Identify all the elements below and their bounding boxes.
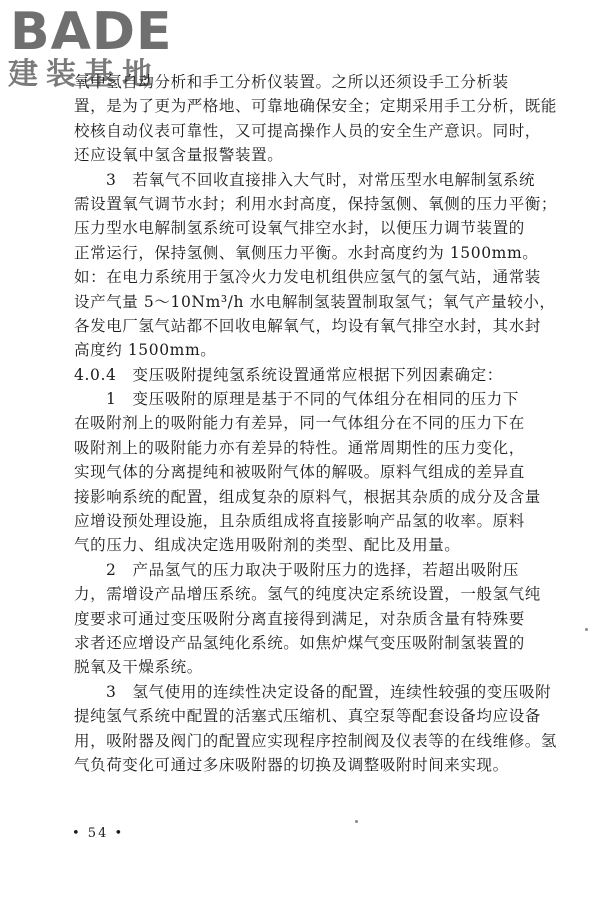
- paragraph: [74, 387, 544, 558]
- text-line: 氧中氢自动分析和手工分析仪装置。之所以还须设手工分析装: [74, 73, 509, 91]
- text-line: 用，吸附器及阀门的配置应实现程序控制阀及仪表等的在线维修。氢: [74, 731, 558, 750]
- text-line: 脱氧及干燥系统。: [74, 658, 203, 677]
- page-number: • 54 •: [72, 826, 125, 841]
- text-line: 2 产品氢气的压力取决于吸附压力的选择，若超出吸附压: [106, 560, 519, 579]
- text-line: 4.0.4 变压吸附提纯氢系统设置通常应根据下列因素确定：: [74, 365, 503, 384]
- text-line: 接影响系统的配置，组成复杂的原料气，根据其杂质的成分及含量: [74, 487, 541, 506]
- text-line: 还应设氧中氢含量报警装置。: [74, 146, 284, 165]
- text-line: 各发电厂氢气站都不回收电解氧气，均设有氧气排空水封，其水封: [74, 316, 541, 335]
- paragraph: [74, 70, 558, 168]
- text-line: 气的压力、组成决定选用吸附剂的类型、配比及用量。: [74, 536, 461, 555]
- watermark-latin: BADE: [10, 2, 173, 62]
- text-line: 需设置氧气调节水封；利用水封高度，保持氢侧、氧侧的压力平衡；: [74, 194, 558, 213]
- text-line: 气负荷变化可通过多床吸附器的切换及调整吸附时间来实现。: [74, 755, 509, 774]
- section-heading: [74, 363, 544, 387]
- text-line: 3 若氧气不回收直接排入大气时，对常压型水电解制氢系统: [106, 170, 536, 189]
- text-line: 实现气体的分离提纯和被吸附气体的解吸。原料气组成的差异直: [74, 463, 525, 482]
- text-line: 在吸附剂上的吸附能力有差异，同一气体组分在不同的压力下在: [74, 414, 525, 433]
- page-body: [74, 70, 558, 777]
- text-line: 压力型水电解制氢系统可设氧气排空水封，以便压力调节装置的: [74, 219, 525, 238]
- text-line: 应增设预处理设施，且杂质组成将直接影响产品氢的收率。原料: [74, 512, 525, 531]
- text-line: 力，需增设产品增压系统。氢气的纯度决定系统设置，一般氢气纯: [74, 585, 541, 604]
- text-line: 1 变压吸附的原理是基于不同的气体组分在相同的压力下: [106, 390, 519, 409]
- scan-speck: [355, 820, 358, 823]
- paragraph: [74, 680, 558, 778]
- text-line: 高度约 1500mm。: [74, 341, 217, 360]
- text-line: 正常运行，保持氢侧、氧侧压力平衡。水封高度约为 1500mm。: [74, 243, 539, 262]
- text-line: 置，是为了更为严格地、可靠地确保安全；定期采用手工分析，既能: [74, 97, 558, 116]
- paragraph: [74, 168, 558, 363]
- watermark-cjk: 建装基地: [8, 57, 160, 92]
- scan-speck: [585, 628, 588, 631]
- text-line: 如：在电力系统用于氢冷火力发电机组供应氢气的氢气站，通常装: [74, 268, 541, 287]
- text-line: 求者还应增设产品氢纯化系统。如焦炉煤气变压吸附制氢装置的: [74, 633, 525, 652]
- paragraph: [74, 558, 544, 680]
- text-line: 校核自动仪表可靠性，又可提高操作人员的安全生产意识。同时，: [74, 121, 541, 140]
- text-line: 提纯氢气系统中配置的活塞式压缩机、真空泵等配套设备均应设备: [74, 707, 541, 726]
- text-line: 度要求可通过变压吸附分离直接得到满足，对杂质含量有特殊要: [74, 609, 525, 628]
- text-line: 3 氢气使用的连续性决定设备的配置，连续性较强的变压吸附: [106, 682, 552, 701]
- text-line: 设产气量 5～10Nm³/h 水电解制氢装置制取氢气；氧气产量较小，: [74, 292, 556, 311]
- text-line: 吸附剂上的吸附能力亦有差异的特性。通常周期性的压力变化，: [74, 438, 525, 457]
